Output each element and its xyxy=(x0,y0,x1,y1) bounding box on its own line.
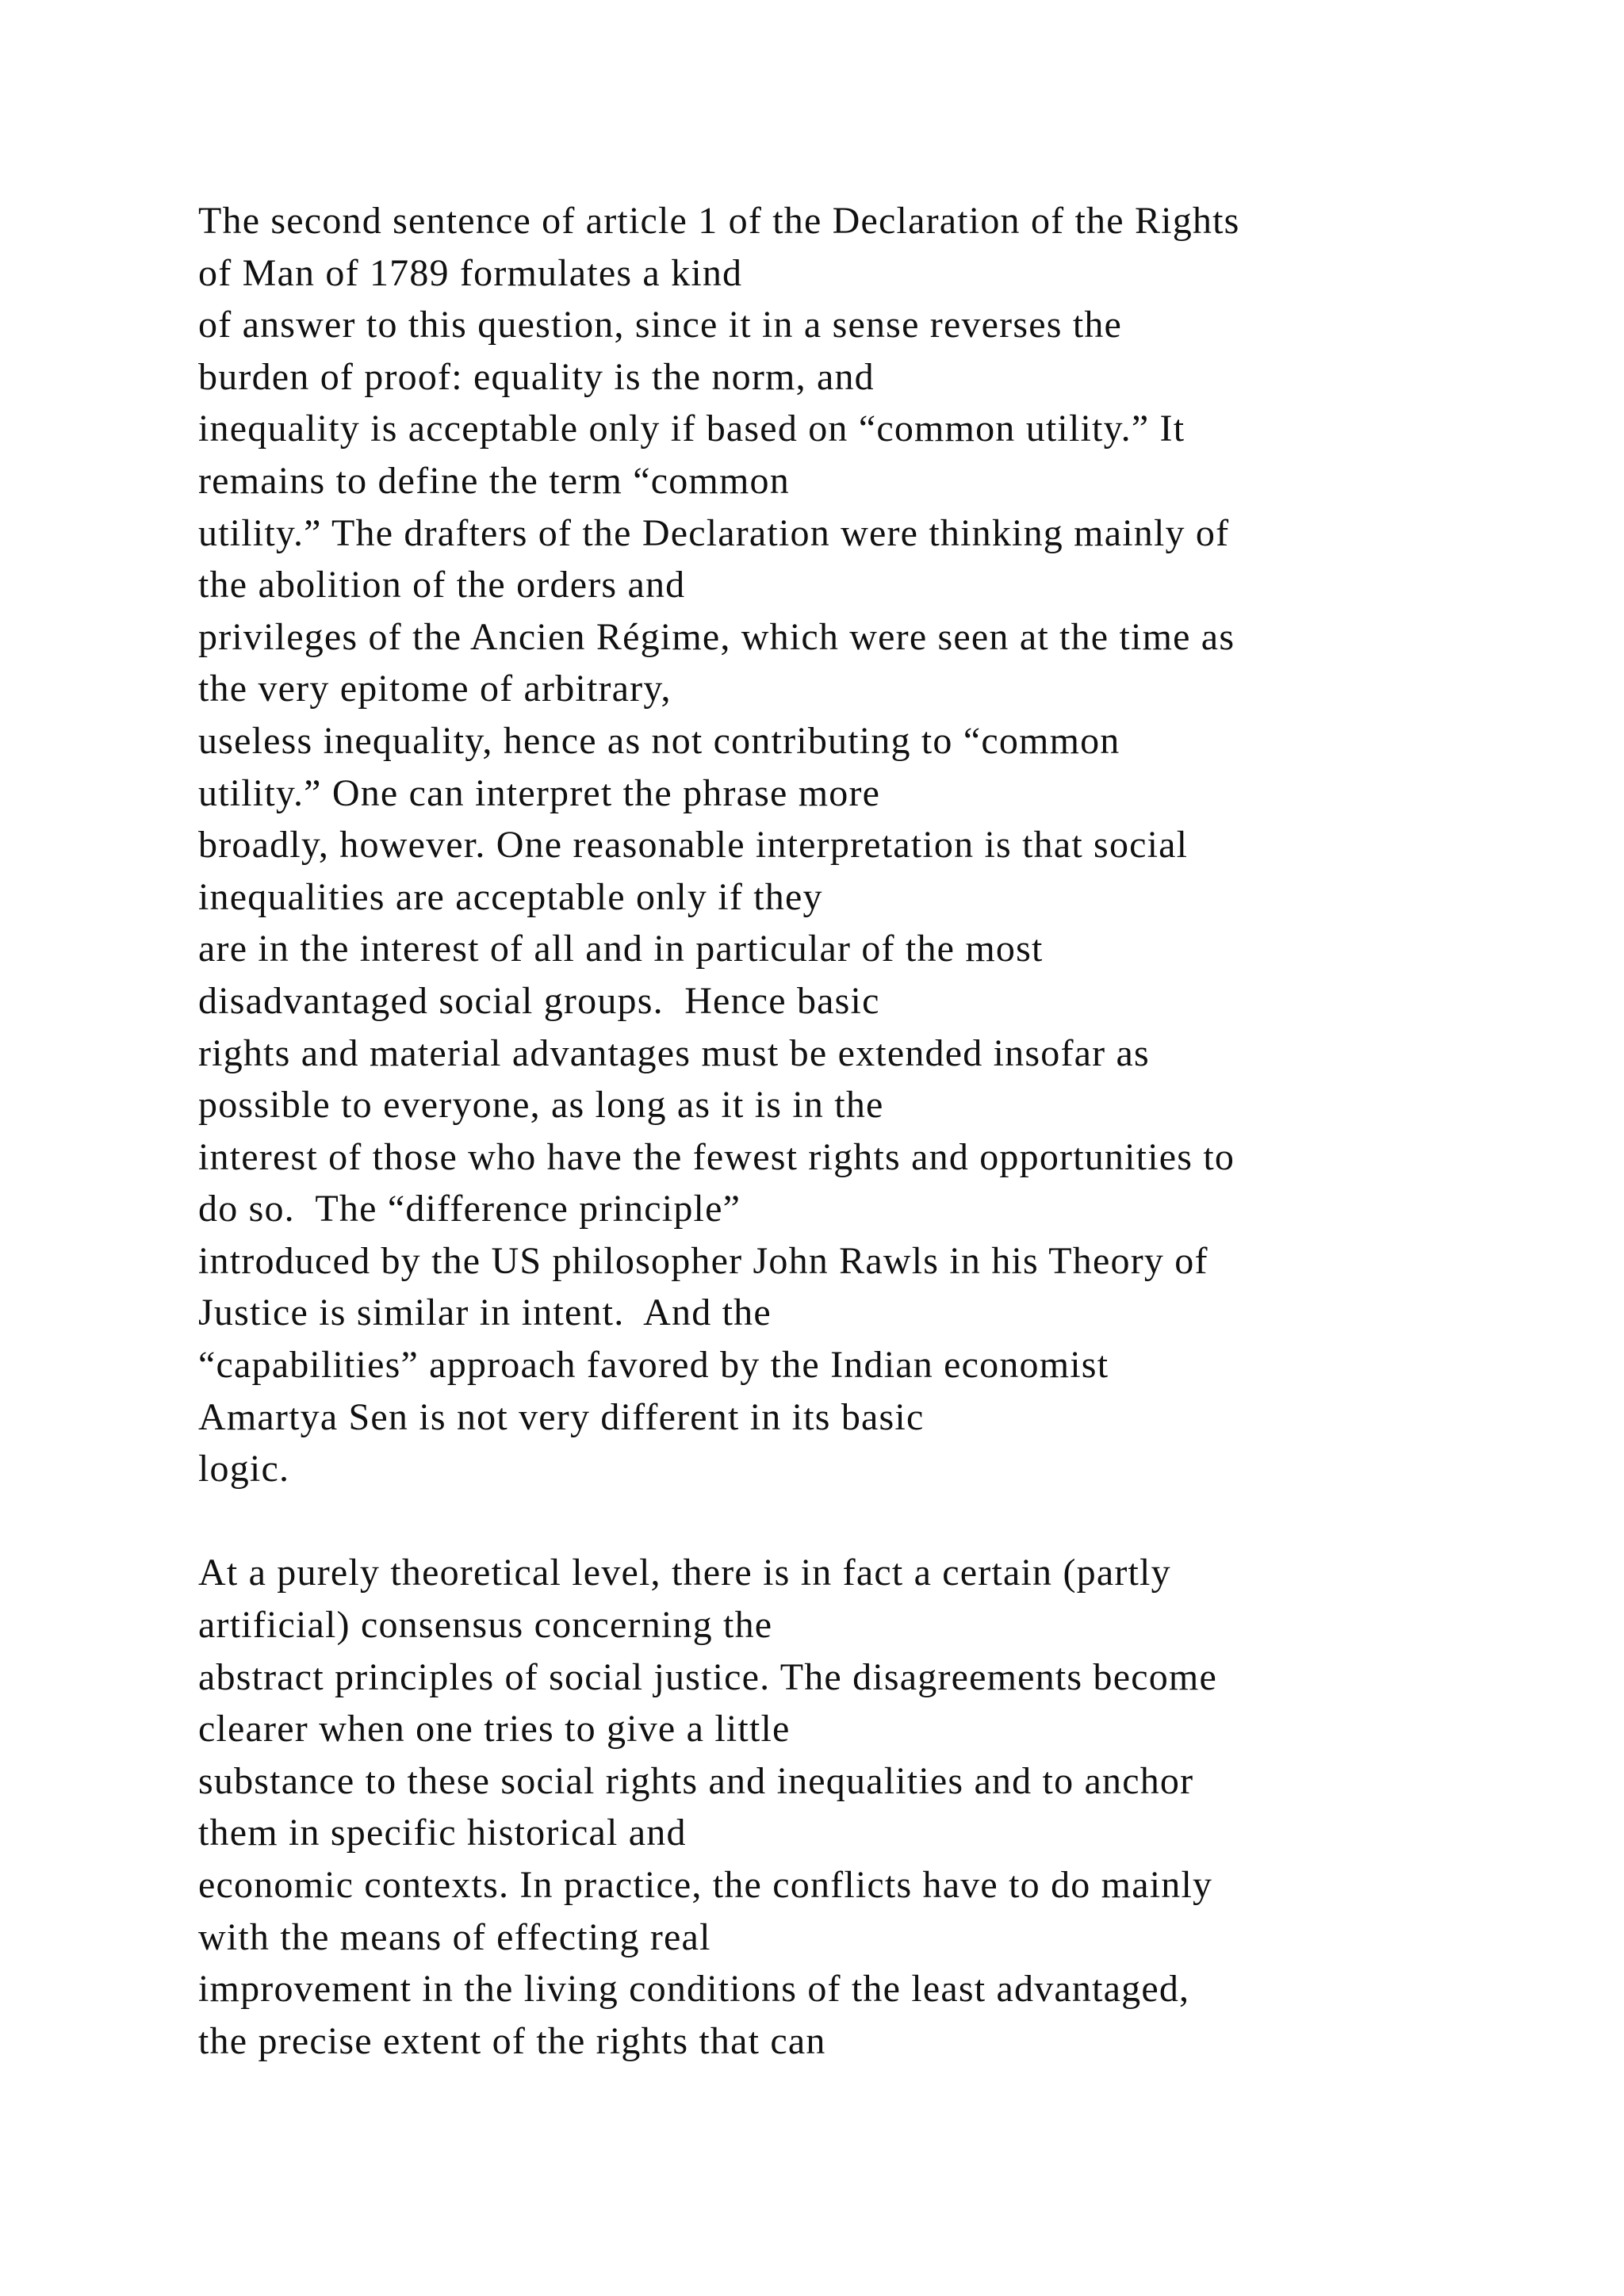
text-line: Justice is similar in intent. And the xyxy=(198,1292,772,1334)
text-line: utility.” One can interpret the phrase more xyxy=(198,771,881,814)
text-line: clearer when one tries to give a little xyxy=(198,1708,791,1751)
text-line: Amartya Sen is not very different in its basic xyxy=(198,1395,925,1438)
text-line: burden of proof: equality is the norm, and xyxy=(198,355,875,398)
text-line: artificial) consensus concerning the xyxy=(198,1604,773,1647)
text-line: useless inequality, hence as not contributing to “common xyxy=(198,719,1120,762)
paragraph-1 xyxy=(198,195,1562,1495)
text-line: the abolition of the orders and xyxy=(198,564,686,607)
text-line: with the means of effecting real xyxy=(198,1915,711,1958)
text-line: logic. xyxy=(198,1448,290,1490)
text-line: are in the interest of all and in particular of the most xyxy=(198,928,1044,970)
text-line: utility.” The drafters of the Declaration were thinking mainly of xyxy=(198,511,1230,554)
text-line: the precise extent of the rights that can xyxy=(198,2019,826,2062)
text-line: rights and material advantages must be extended insofar as xyxy=(198,1031,1150,1074)
text-line: remains to define the term “common xyxy=(198,459,790,502)
text-line: At a purely theoretical level, there is in fact a certain (partly xyxy=(198,1552,1171,1594)
text-line: introduced by the US philosopher John Rawls in his Theory of xyxy=(198,1239,1208,1282)
text-line: privileges of the Ancien Régime, which were seen at the time as xyxy=(198,615,1235,658)
text-line: of Man of 1789 formulates a kind xyxy=(198,251,743,294)
text-line: do so. The “difference principle” xyxy=(198,1188,741,1230)
text-line: The second sentence of article 1 of the Declaration of the Rights xyxy=(198,200,1240,242)
text-line: substance to these social rights and inequalities and to anchor xyxy=(198,1759,1194,1802)
text-line: disadvantaged social groups. Hence basic xyxy=(198,979,880,1022)
text-line: possible to everyone, as long as it is in the xyxy=(198,1084,884,1127)
text-line: them in specific historical and xyxy=(198,1812,687,1854)
paragraph-spacer xyxy=(198,1495,1562,1548)
document-body xyxy=(198,195,1562,2067)
text-line: interest of those who have the fewest rights and opportunities to xyxy=(198,1135,1235,1178)
text-line: inequality is acceptable only if based on “common utility.” It xyxy=(198,408,1185,450)
text-line: abstract principles of social justice. The disagreements become xyxy=(198,1655,1217,1698)
text-line: the very epitome of arbitrary, xyxy=(198,668,672,710)
text-line: improvement in the living conditions of the least advantaged, xyxy=(198,1968,1190,2011)
paragraph-2 xyxy=(198,1547,1562,2067)
text-line: of answer to this question, since it in a sense reverses the xyxy=(198,304,1123,346)
text-line: “capabilities” approach favored by the Indian economist xyxy=(198,1344,1109,1387)
text-line: broadly, however. One reasonable interpretation is that social xyxy=(198,824,1189,867)
text-line: inequalities are acceptable only if they xyxy=(198,875,823,918)
text-line: economic contexts. In practice, the conflicts have to do mainly xyxy=(198,1864,1213,1906)
